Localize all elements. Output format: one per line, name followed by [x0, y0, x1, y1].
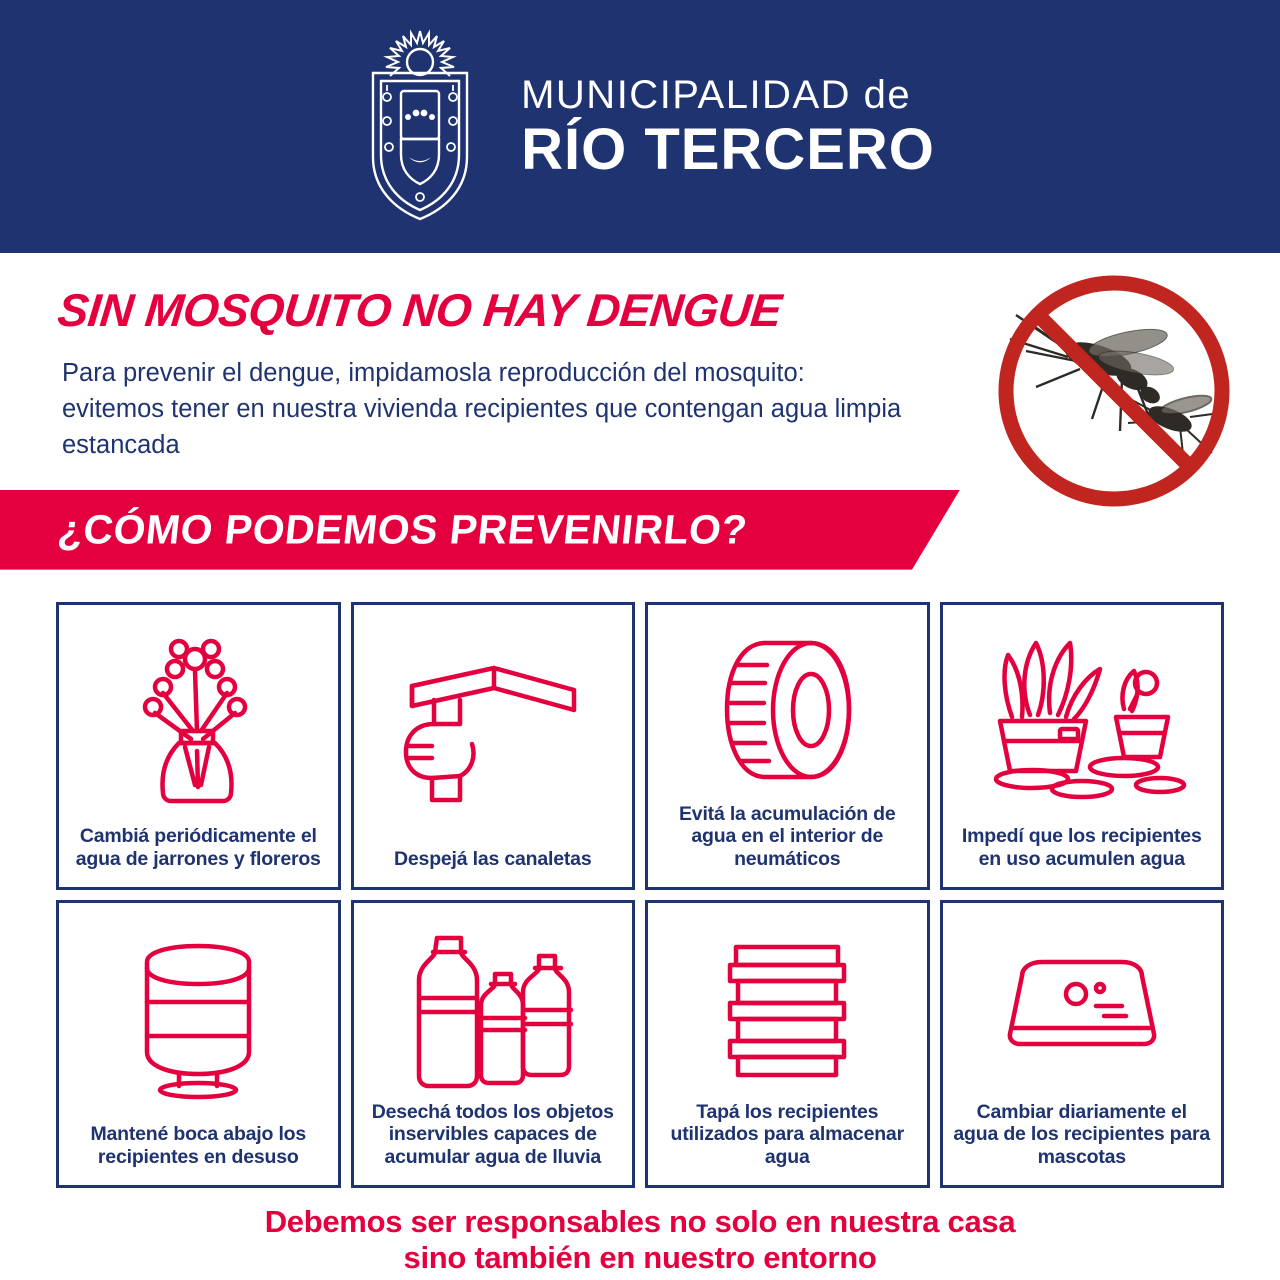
- tip-label: Desechá todos los objetos inservibles capaces de acumular agua de lluvia: [371, 1100, 614, 1168]
- footer-message: [0, 1204, 1280, 1277]
- tip-card: [56, 602, 341, 890]
- footer-line1: Debemos ser responsables no solo en nuestra casa: [264, 1203, 1016, 1239]
- pet-bowl-icon: [953, 917, 1212, 1101]
- tip-card: [351, 602, 636, 890]
- tip-card: [940, 900, 1225, 1188]
- page-title: SIN MOSQUITO NO HAY DENGUE: [55, 284, 784, 336]
- tip-label: Tapá los recipientes utilizados para almacenar agua: [670, 1100, 904, 1168]
- flower-vase-icon: [69, 619, 328, 826]
- tip-label: Cambiá periódicamente el agua de jarrones y floreros: [75, 825, 321, 870]
- upturned-drum-icon: [69, 917, 328, 1124]
- intro-section: [0, 253, 1280, 464]
- tip-card: [940, 602, 1225, 890]
- gutter-pipe-icon: [364, 619, 623, 848]
- banner-label: ¿CÓMO PODEMOS PREVENIRLO?: [55, 506, 750, 553]
- no-mosquito-icon: [980, 267, 1248, 517]
- org-title: [521, 72, 935, 182]
- coat-of-arms-icon: [345, 29, 495, 224]
- intro-paragraph: Para prevenir el dengue, impidamosla reproducción del mosquito: evitemos tener en nuestra vivienda recipientes que contengan agua limpia estancada: [62, 359, 902, 460]
- tip-card: [351, 900, 636, 1188]
- tip-label: Despejá las canaletas: [394, 848, 592, 870]
- tip-label: Impedí que los recipientes en uso acumulen agua: [961, 825, 1202, 870]
- footer-line2: sino también en nuestro entorno: [403, 1239, 877, 1275]
- tip-card: [645, 602, 930, 890]
- potted-plants-icon: [953, 619, 1212, 826]
- tip-card: [645, 900, 930, 1188]
- tip-label: Cambiar diariamente el agua de los recipientes para mascotas: [953, 1100, 1211, 1168]
- header-bar: [0, 0, 1280, 253]
- covered-barrel-icon: [658, 917, 917, 1101]
- tip-label: Mantené boca abajo los recipientes en desuso: [90, 1123, 307, 1168]
- prevention-tips-grid: [56, 602, 1224, 1188]
- tip-card: [56, 900, 341, 1188]
- plastic-bottles-icon: [364, 917, 623, 1101]
- org-title-line1: MUNICIPALIDAD de: [521, 72, 912, 117]
- org-title-line2: RÍO TERCERO: [521, 116, 935, 182]
- section-banner: [0, 490, 960, 570]
- tip-label: Evitá la acumulación de agua en el interior de neumáticos: [679, 802, 896, 870]
- tire-icon: [658, 619, 917, 803]
